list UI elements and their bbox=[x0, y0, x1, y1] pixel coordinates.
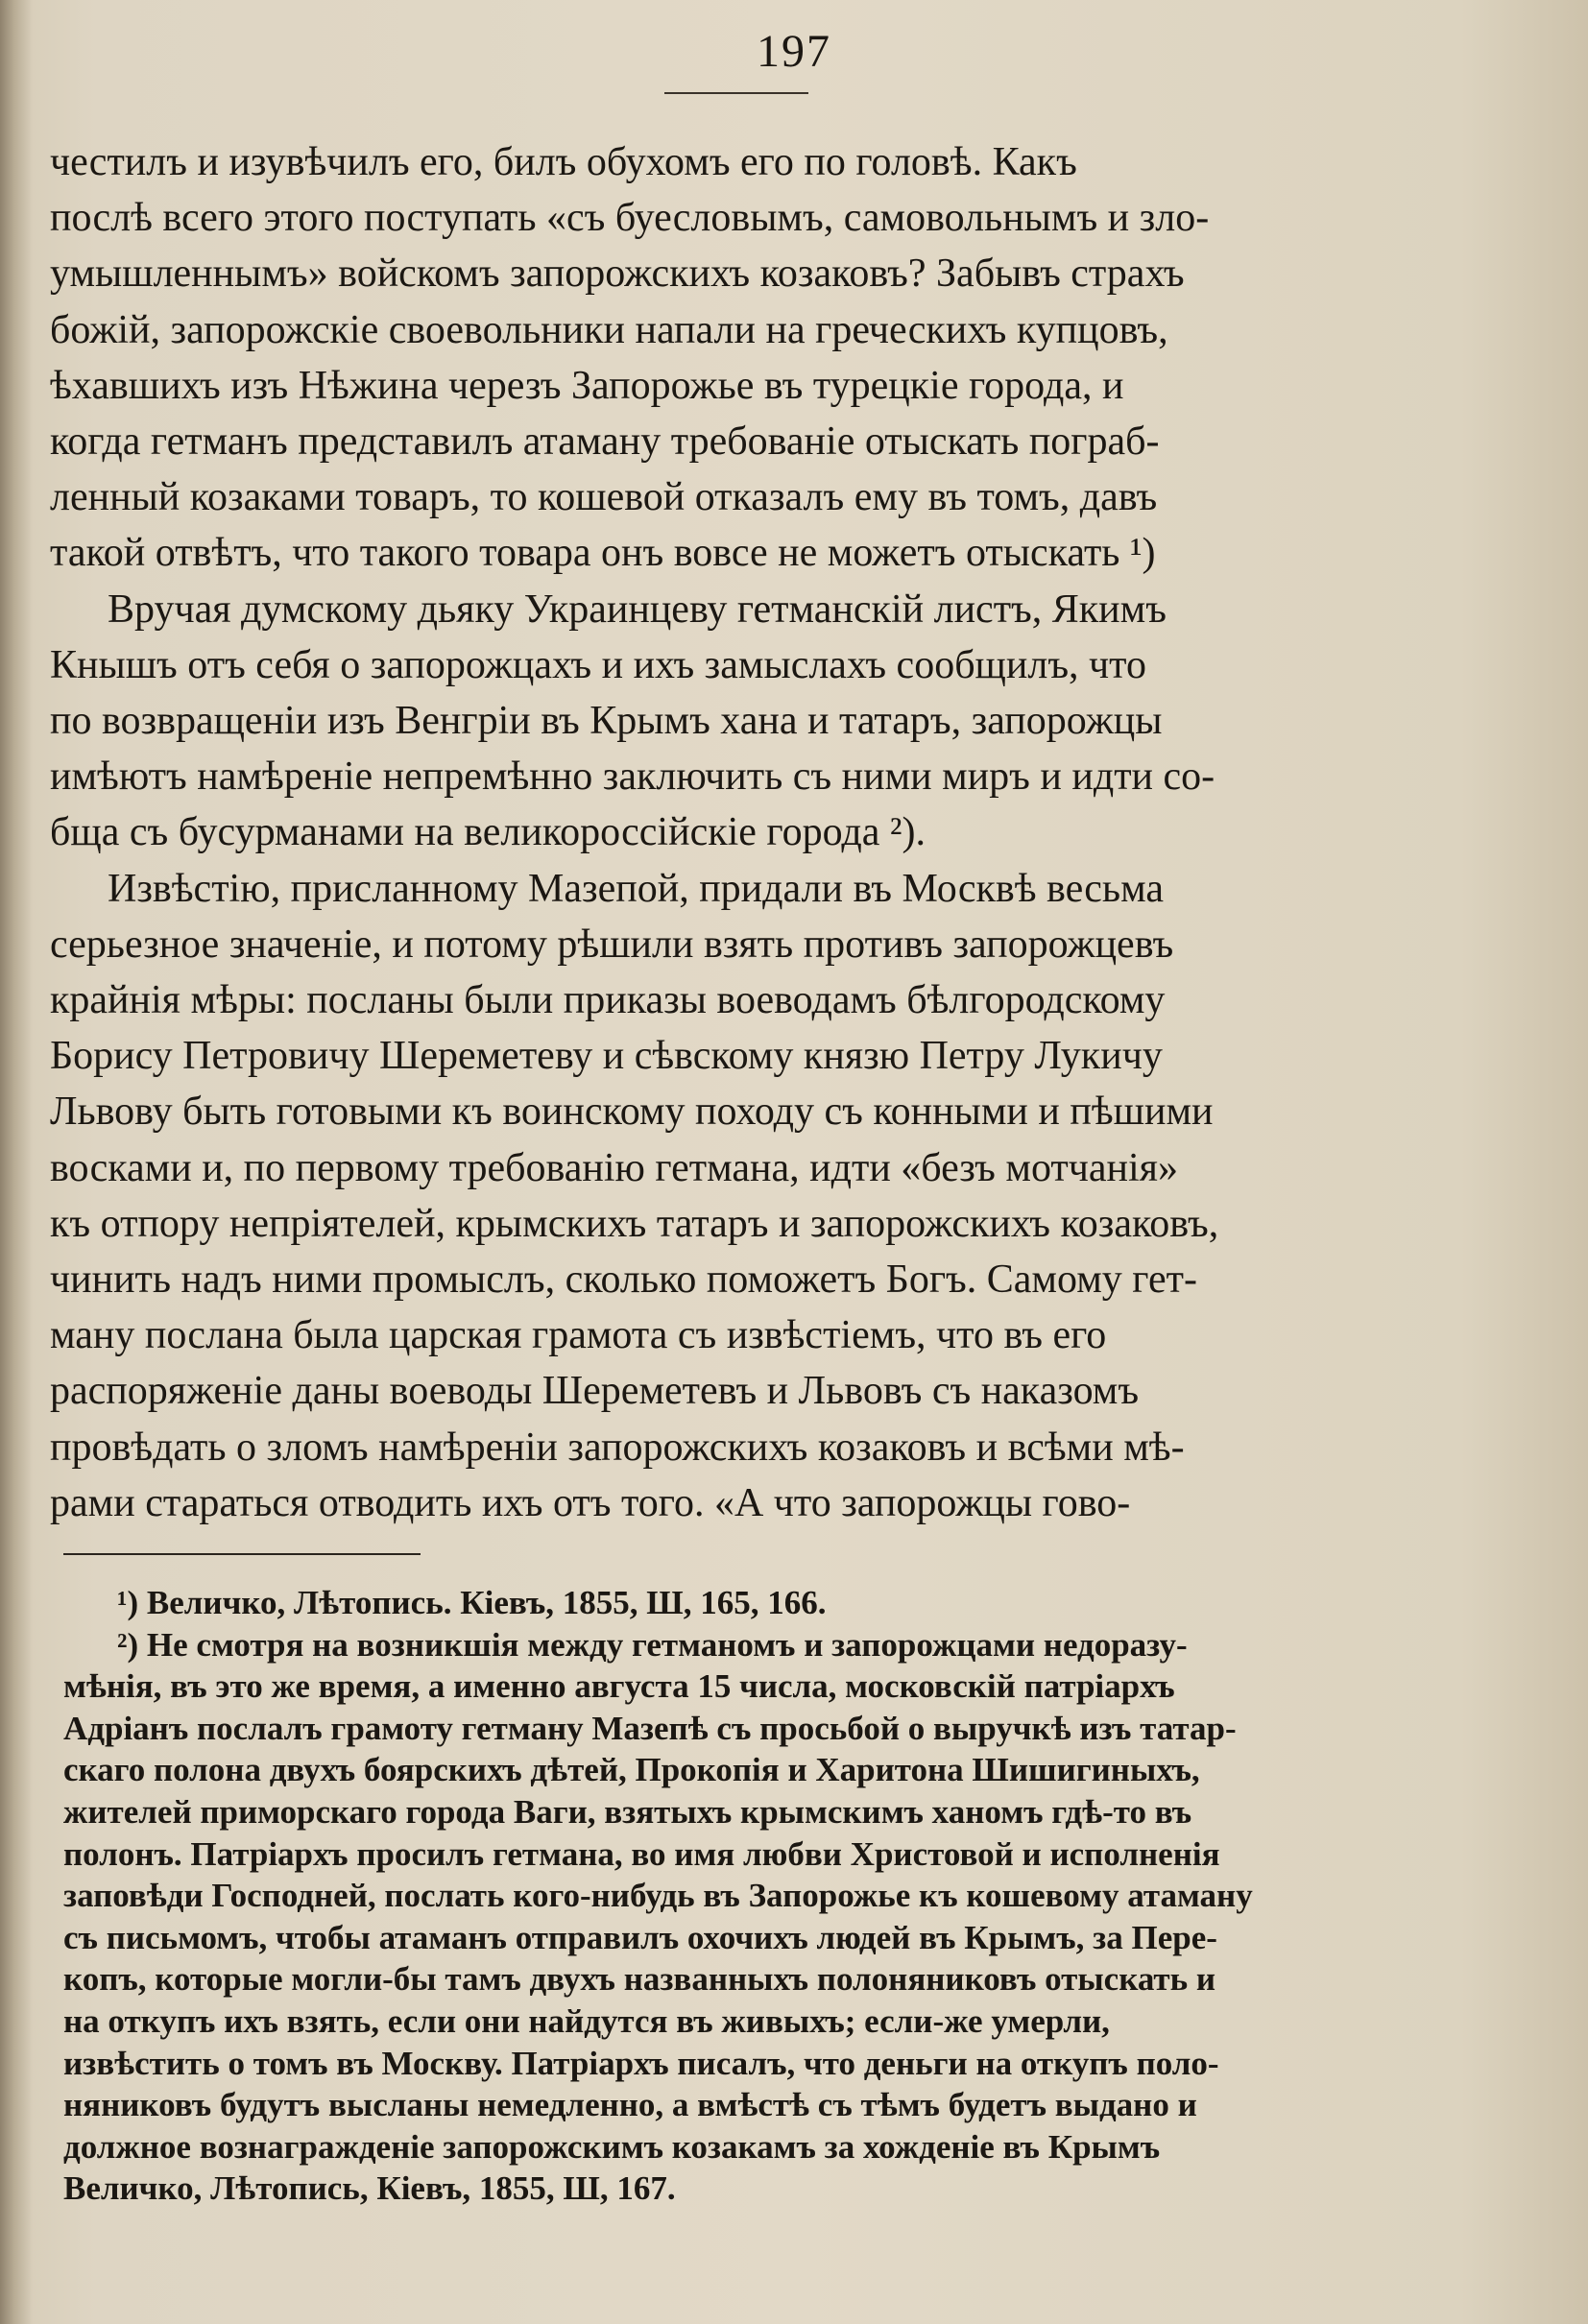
text-line: божій, запорожскіе своевольники напали на греческихъ купцовъ, bbox=[50, 307, 1168, 352]
text-line: такой отвѣтъ, что такого товара онъ вовсе не можетъ отыскать ¹) bbox=[50, 531, 1156, 576]
main-text bbox=[50, 134, 1471, 1531]
text-line: бща съ бусурманами на великороссійскіе города ²). bbox=[50, 810, 926, 855]
footnote-line: копъ, которые могли-бы тамъ двухъ названныхъ полоняниковъ отыскать и bbox=[63, 1960, 1216, 1999]
footnote-line: полонъ. Патріархъ просилъ гетмана, во имя любви Христовой и исполненія bbox=[63, 1834, 1220, 1873]
text-line: ленный козаками товаръ, то кошевой отказалъ ему въ томъ, давъ bbox=[50, 475, 1158, 520]
paragraph-start-line: Вручая думскому дьяку Украинцеву гетманскій листъ, Якимъ bbox=[108, 587, 1167, 632]
text-line: чинить надъ ними промыслъ, сколько поможетъ Богъ. Самому гет- bbox=[50, 1258, 1197, 1303]
page-gutter-shadow bbox=[0, 0, 33, 2324]
text-line: имѣютъ намѣреніе непремѣнно заключить съ ними миръ и идти со- bbox=[50, 755, 1215, 800]
footnote-line: скаго полона двухъ боярскихъ дѣтей, Прокопія и Харитона Шишигиныхъ, bbox=[63, 1751, 1200, 1789]
footnote-line: должное вознагражденіе запорожскимъ козакамъ за хожденіе въ Крымъ bbox=[63, 2127, 1161, 2166]
text-line: распоряженіе даны воеводы Шереметевъ и Львовъ съ наказомъ bbox=[50, 1369, 1140, 1414]
text-line: серьезное значеніе, и потому рѣшили взять противъ запорожцевъ bbox=[50, 922, 1174, 967]
text-line: восками и, по первому требованію гетмана, идти «безъ мотчанія» bbox=[50, 1145, 1178, 1190]
footnotes bbox=[63, 1582, 1484, 2210]
text-line: ману послана была царская грамота съ извѣстіемъ, что въ его bbox=[50, 1313, 1107, 1358]
text-line: когда гетманъ представилъ атаману требованіе отыскать пограб- bbox=[50, 419, 1160, 465]
text-line: рами стараться отводить ихъ отъ того. «А что запорожцы гово- bbox=[50, 1480, 1131, 1525]
footnote-line: съ письмомъ, чтобы атаманъ отправилъ охочихъ людей въ Крымъ, за Пере- bbox=[63, 1918, 1217, 1956]
text-line: по возвращеніи изъ Венгріи въ Крымъ хана и татаръ, запорожцы bbox=[50, 699, 1163, 744]
footnote-line: няниковъ будутъ высланы немедленно, а вмѣстѣ съ тѣмъ будетъ выдано и bbox=[63, 2086, 1197, 2124]
text-line: къ отпору непріятелей, крымскихъ татаръ и запорожскихъ козаковъ, bbox=[50, 1201, 1219, 1246]
text-line: провѣдать о зломъ намѣреніи запорожскихъ козаковъ и всѣми мѣ- bbox=[50, 1425, 1185, 1470]
footnote-line: жителей приморскаго города Ваги, взятыхъ крымскимъ ханомъ гдѣ-то въ bbox=[63, 1792, 1192, 1831]
footnote-2-start: ²) Не смотря на возникшія между гетманомъ и запорожцами недоразу- bbox=[117, 1625, 1188, 1664]
paragraph-start-line: Извѣстію, присланному Мазепой, придали въ Москвѣ весьма bbox=[108, 866, 1164, 911]
footnote-line: извѣстить о томъ въ Москву. Патріархъ писалъ, что деньги на откупъ поло- bbox=[63, 2044, 1219, 2082]
footnote-separator bbox=[63, 1553, 421, 1555]
text-line: послѣ всего этого поступать «съ буесловымъ, самовольнымъ и зло- bbox=[50, 196, 1210, 241]
text-line: честилъ и изувѣчилъ его, билъ обухомъ его по головѣ. Какъ bbox=[50, 140, 1077, 184]
text-line: Борису Петровичу Шереметеву и сѣвскому князю Петру Лукичу bbox=[50, 1034, 1163, 1079]
text-line: крайнія мѣры: посланы были приказы воеводамъ бѣлгородскому bbox=[50, 978, 1166, 1023]
text-line: ѣхавшихъ изъ Нѣжина черезъ Запорожье въ турецкіе города, и bbox=[50, 363, 1124, 408]
text-line: Кнышъ отъ себя о запорожцахъ и ихъ замыслахъ сообщилъ, что bbox=[50, 642, 1146, 687]
footnote-line: мѣнія, въ это же время, а именно августа 15 числа, московскій патріархъ bbox=[63, 1667, 1175, 1706]
footnote-line: Адріанъ послалъ грамоту гетману Мазепѣ съ просьбой о выручкѣ изъ татар- bbox=[63, 1709, 1237, 1747]
text-line: умышленнымъ» войскомъ запорожскихъ козаковъ? Забывъ страхъ bbox=[50, 252, 1185, 297]
footnote-line: Величко, Лѣтопись, Кіевъ, 1855, Ш, 167. bbox=[63, 2169, 676, 2208]
footnote-line: заповѣди Господней, послать кого-нибудь въ Запорожье къ кошевому атаману bbox=[63, 1877, 1253, 1915]
footnote-line: на откупъ ихъ взять, если они найдутся въ живыхъ; если-же умерли, bbox=[63, 2001, 1110, 2040]
page-number-rule bbox=[664, 92, 808, 94]
text-line: Львову быть готовыми къ воинскому походу съ конными и пѣшими bbox=[50, 1090, 1214, 1135]
page-number: 197 bbox=[757, 26, 831, 77]
footnote-1: ¹) Величко, Лѣтопись. Кіевъ, 1855, Ш, 165, 166. bbox=[117, 1584, 827, 1621]
